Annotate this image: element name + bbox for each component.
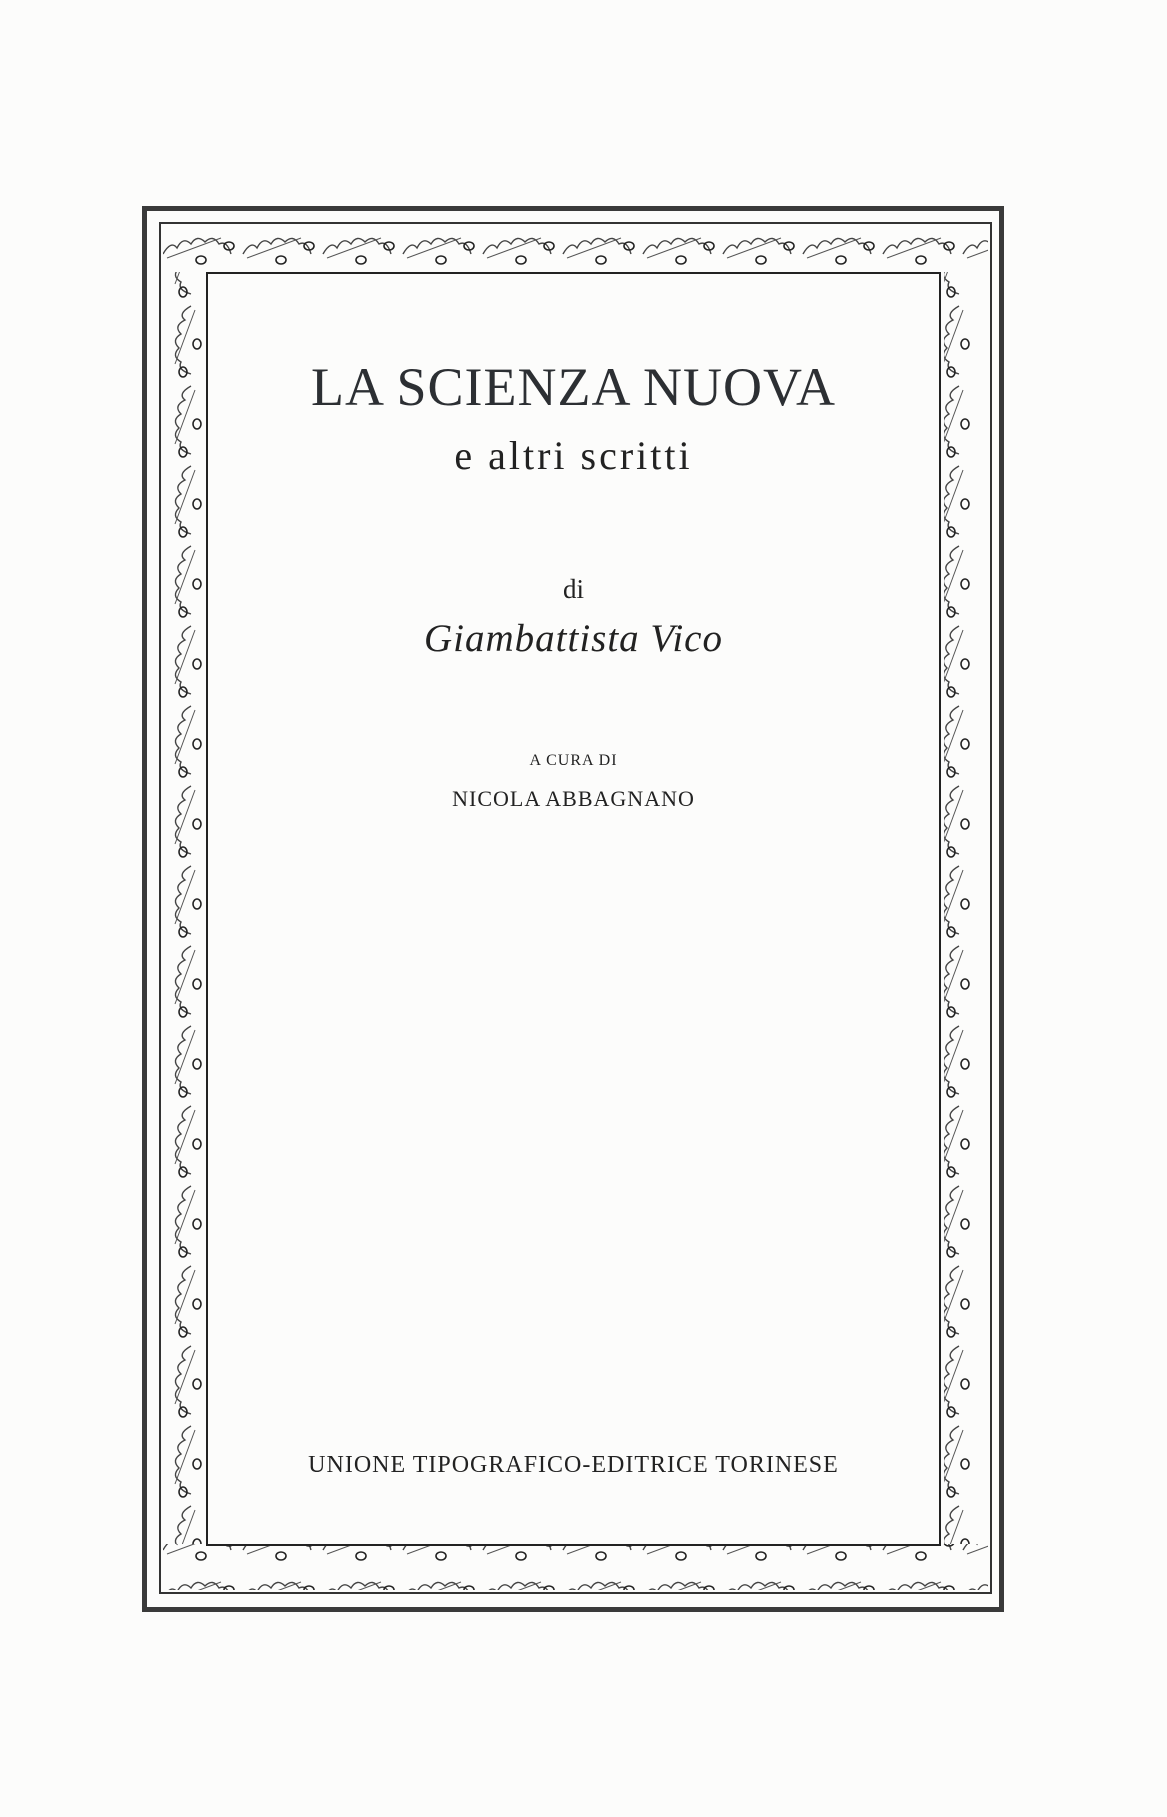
- edited-by-label: A CURA DI: [529, 752, 618, 769]
- publisher-name: UNIONE TIPOGRAFICO-EDITRICE TORINESE: [308, 1452, 839, 1478]
- book-title: LA SCIENZA NUOVA: [310, 357, 837, 417]
- title-page-frame: [206, 272, 941, 1546]
- by-label: di: [562, 574, 584, 604]
- editor-name: NICOLA ABBAGNANO: [452, 786, 695, 811]
- author-name: Giambattista Vico: [423, 617, 723, 660]
- book-subtitle: e altri scritti: [454, 433, 693, 478]
